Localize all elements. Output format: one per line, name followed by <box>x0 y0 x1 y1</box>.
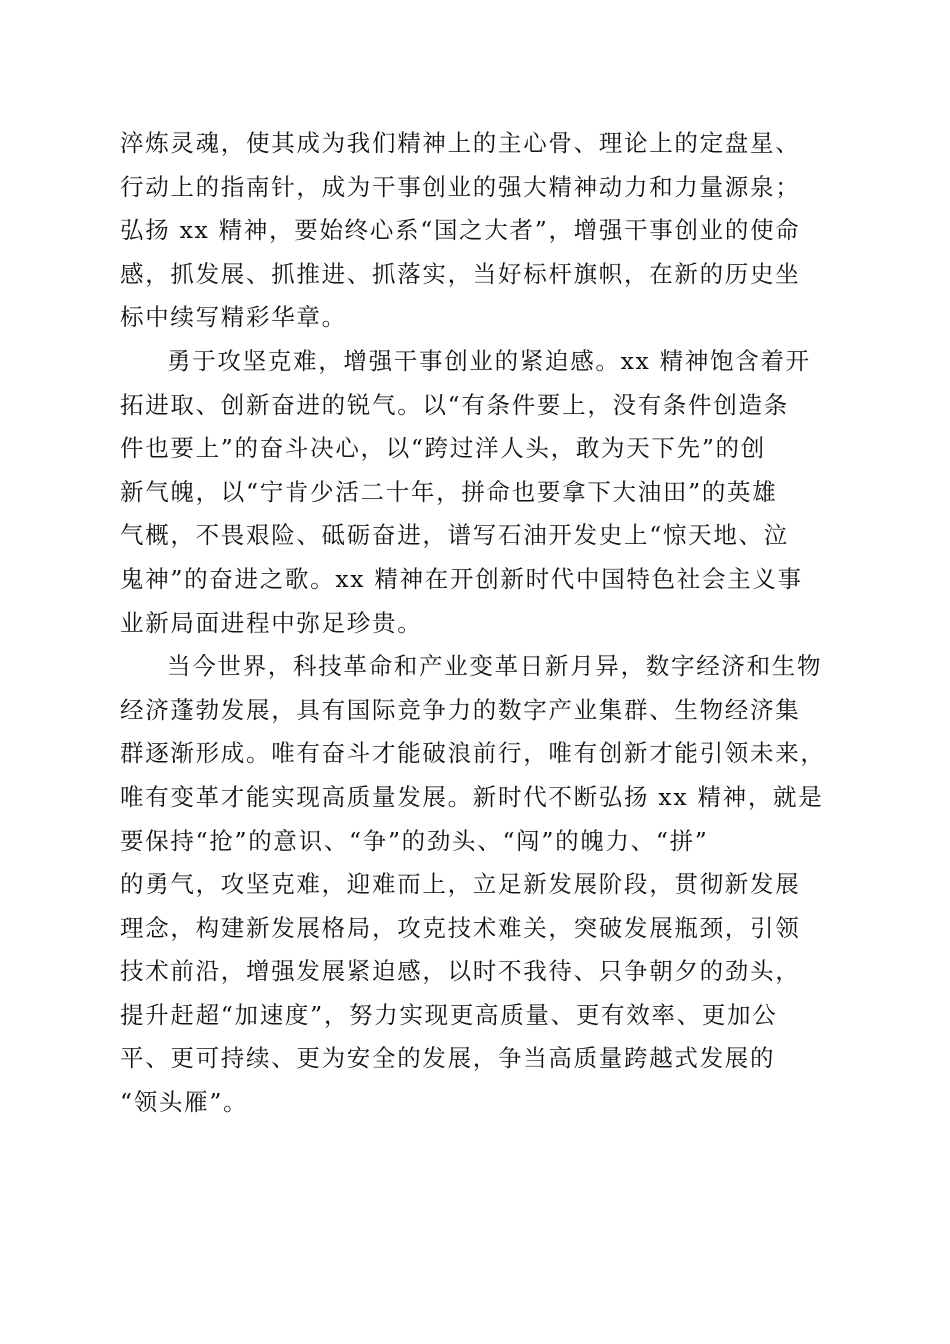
text-line: 提升赶超“加速度”，努力实现更高质量、更有效率、更加公 <box>120 1000 778 1029</box>
text-line: 群逐渐形成。唯有奋斗才能破浪前行，唯有创新才能引领未来， <box>120 739 826 768</box>
document-body <box>120 122 840 1125</box>
paragraph-2 <box>120 340 840 645</box>
text-line: 淬炼灵魂，使其成为我们精神上的主心骨、理论上的定盘星、 <box>120 129 801 157</box>
text-line: 新气魄，以“宁肯少活二十年，拼命也要拿下大油田”的英雄 <box>120 477 778 506</box>
text-line: 勇于攻坚克难，增强干事创业的紧迫感。xx 精神饱含着开 <box>167 346 811 375</box>
text-line: 拓进取、创新奋进的锐气。以“有条件要上，没有条件创造条 <box>120 390 789 419</box>
text-line: 件也要上”的奋斗决心，以“跨过洋人头，敢为天下先”的创 <box>120 434 766 463</box>
text-line: 弘扬 xx 精神，要始终心系“国之大者”，增强干事创业的使命 <box>120 216 801 245</box>
text-line: 唯有变革才能实现高质量发展。新时代不断弘扬 xx 精神，就是 <box>120 782 824 811</box>
text-line: 感，抓发展、抓推进、抓落实，当好标杆旗帜，在新的历史坐 <box>120 259 801 288</box>
text-line: 当今世界，科技革命和产业变革日新月异，数字经济和生物 <box>167 652 823 681</box>
text-line: 标中续写精彩华章。 <box>120 303 347 332</box>
text-line: 行动上的指南针，成为干事创业的强大精神动力和力量源泉； <box>120 172 801 201</box>
paragraph-3 <box>120 645 840 1125</box>
text-line: 鬼神”的奋进之歌。xx 精神在开创新时代中国特色社会主义事 <box>120 564 803 593</box>
text-line: 要保持“抢”的意识、“争”的劲头、“闯”的魄力、“拼” <box>120 826 709 855</box>
text-line: “领头雁”。 <box>120 1088 249 1117</box>
text-line: 业新局面进程中弥足珍贵。 <box>120 608 423 637</box>
text-line: 技术前沿，增强发展紧迫感，以时不我待、只争朝夕的劲头， <box>120 957 801 986</box>
text-line: 的勇气，攻坚克难，迎难而上，立足新发展阶段，贯彻新发展 <box>120 870 801 899</box>
text-line: 平、更可持续、更为安全的发展，争当高质量跨越式发展的 <box>120 1044 776 1073</box>
text-line: 经济蓬勃发展，具有国际竞争力的数字产业集群、生物经济集 <box>120 695 801 724</box>
text-line: 理念，构建新发展格局，攻克技术难关，突破发展瓶颈，引领 <box>120 913 801 942</box>
paragraph-1 <box>120 122 840 340</box>
text-line: 气概，不畏艰险、砥砺奋进，谱写石油开发史上“惊天地、泣 <box>120 521 789 550</box>
